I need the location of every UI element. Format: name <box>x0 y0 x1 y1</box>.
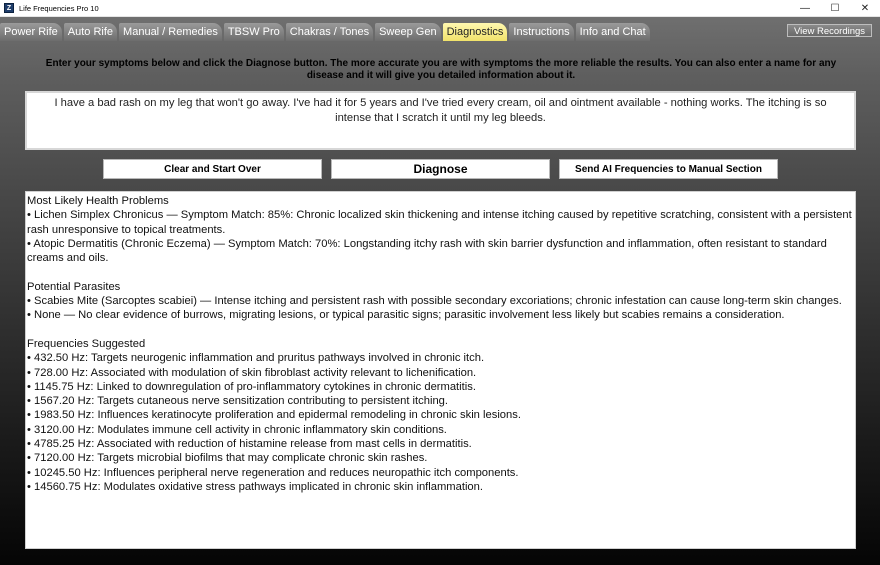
window-controls <box>790 0 880 17</box>
spacer <box>27 323 854 337</box>
tab-diagnostics[interactable]: Diagnostics <box>443 23 508 41</box>
title-bar <box>0 0 880 17</box>
frequency-item: • 1983.50 Hz: Influences keratinocyte proliferation and epidermal remodeling in chronic skin lesions. <box>27 409 521 422</box>
main-panel <box>0 17 880 565</box>
minimize-icon[interactable]: — <box>800 3 810 14</box>
instructions-text: Enter your symptoms below and click the Diagnose button. The more accurate you are with symptoms the more reliable the results. You can also enter a name for any disease and it will give you detailed information about it. <box>45 58 837 81</box>
tab-instructions[interactable]: Instructions <box>509 23 573 41</box>
tab-sweep-gen[interactable]: Sweep Gen <box>375 23 440 41</box>
tab-info-and-chat[interactable]: Info and Chat <box>576 23 650 41</box>
maximize-icon[interactable]: ☐ <box>830 3 840 14</box>
frequencies-title: Frequencies Suggested <box>27 337 146 350</box>
close-icon[interactable]: ✕ <box>860 3 870 14</box>
frequency-item: • 728.00 Hz: Associated with modulation of skin fibroblast activity relevant to lichenification. <box>27 366 477 379</box>
tab-auto-rife[interactable]: Auto Rife <box>64 23 117 41</box>
frequency-item: • 4785.25 Hz: Associated with reduction of histamine release from mast cells in dermatitis. <box>27 438 472 451</box>
app-logo-icon: Z <box>4 3 14 13</box>
health-item: • Atopic Dermatitis (Chronic Eczema) — Symptom Match: 70%: Longstanding itchy rash with skin barrier dysfunction and inflammation, often resistant to standard creams and oils. <box>27 237 827 265</box>
results-panel[interactable] <box>25 191 856 549</box>
spacer <box>27 265 854 279</box>
parasite-item: • Scabies Mite (Sarcoptes scabiei) — Intense itching and persistent rash with possible secondary excoriations; chronic infestation can cause long-term skin changes. <box>27 295 842 308</box>
frequency-item: • 10245.50 Hz: Influences peripheral nerve regeneration and reduces neuropathic itch components. <box>27 466 519 479</box>
window-title: Life Frequencies Pro 10 <box>19 3 99 13</box>
frequency-item: • 7120.00 Hz: Targets microbial biofilms that may complicate chronic skin rashes. <box>27 452 428 465</box>
tab-chakras-tones[interactable]: Chakras / Tones <box>286 23 373 41</box>
frequency-item: • 3120.00 Hz: Modulates immune cell activity in chronic inflammatory skin conditions. <box>27 423 447 436</box>
tab-manual-remedies[interactable]: Manual / Remedies <box>119 23 222 41</box>
tab-power-rife[interactable]: Power Rife <box>0 23 62 41</box>
send-frequencies-button[interactable]: Send AI Frequencies to Manual Section <box>559 159 778 179</box>
frequency-item: • 14560.75 Hz: Modulates oxidative stress pathways implicated in chronic skin inflammation. <box>27 480 483 493</box>
frequency-item: • 432.50 Hz: Targets neurogenic inflammation and pruritus pathways involved in chronic itch. <box>27 352 485 365</box>
health-item: • Lichen Simplex Chronicus — Symptom Match: 85%: Chronic localized skin thickening and intense itching caused by repetitive scratching, consistent with a persistent rash unresponsive to topical treatments. <box>27 209 852 236</box>
clear-button[interactable]: Clear and Start Over <box>103 159 322 179</box>
parasite-item: • None — No clear evidence of burrows, migrating lesions, or typical parasitic signs; parasitic involvement less likely but scabies remains a consideration. <box>27 309 785 322</box>
tab-tbsw-pro[interactable]: TBSW Pro <box>224 23 284 41</box>
view-recordings-button[interactable]: View Recordings <box>787 24 872 37</box>
diagnose-button[interactable]: Diagnose <box>331 159 550 179</box>
frequency-item: • 1567.20 Hz: Targets cutaneous nerve sensitization contributing to persistent itching. <box>27 395 448 408</box>
parasites-title: Potential Parasites <box>27 280 121 293</box>
frequency-item: • 1145.75 Hz: Linked to downregulation of pro-inflammatory cytokines in chronic dermatitis. <box>27 380 476 393</box>
tab-bar <box>0 23 652 41</box>
symptoms-input[interactable]: I have a bad rash on my leg that won't go away. I've had it for 5 years and I've tried every cream, oil and ointment available - nothing works. The itching is so intense that I scratch it until my leg bleeds. <box>25 91 856 150</box>
health-problems-title: Most Likely Health Problems <box>27 195 169 207</box>
